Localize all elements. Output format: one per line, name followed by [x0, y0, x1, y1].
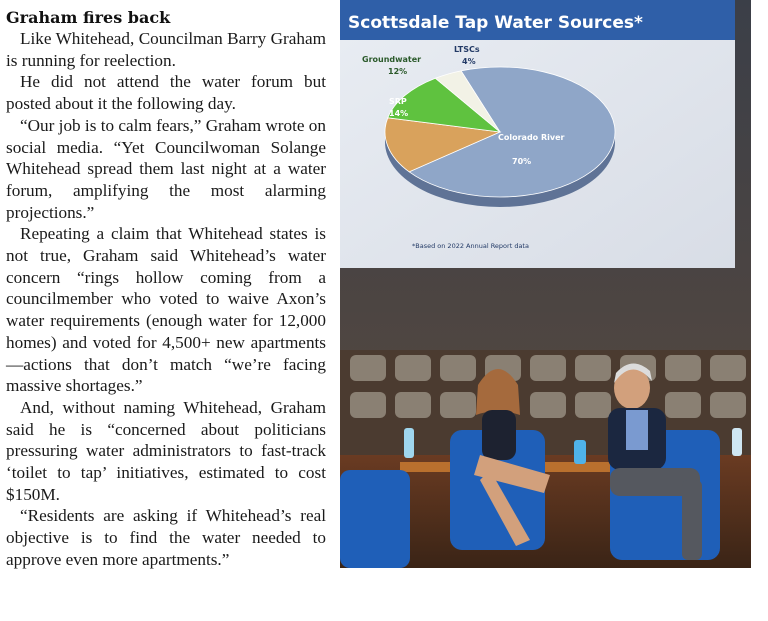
article-paragraph: Like Whitehead, Councilman Barry Graham is running for reelection. [6, 29, 326, 70]
label-groundwater-value: 12% [388, 67, 408, 76]
article-paragraph: And, without naming Whitehead, Graham said he is “concerned about politicians pressuring water administrators to fast-track ‘toilet to tap’ initiatives, estimated to cost $150M. [6, 397, 326, 504]
label-ltscs-value: 4% [462, 57, 476, 66]
water-bottle [404, 428, 414, 458]
article-paragraph: He did not attend the water forum but posted about it the following day. [6, 72, 326, 114]
slide-footnote: *Based on 2022 Annual Report data [412, 242, 529, 250]
forum-photo-illustration [340, 0, 751, 568]
forum-photo [340, 0, 751, 568]
label-colorado-name: Colorado River [498, 133, 565, 142]
article-column [6, 8, 326, 571]
label-ltscs-name: LTSCs [454, 45, 480, 54]
label-colorado-value: 70% [512, 157, 532, 166]
article-paragraph: “Residents are asking if Whitehead’s real objective is to find the water needed to approve even more apartments.” [6, 506, 326, 569]
water-bottle [732, 428, 742, 456]
label-srp-value: 14% [389, 109, 409, 118]
article-paragraph: Repeating a claim that Whitehead states is not true, Graham said Whitehead’s water concern “rings hollow coming from a councilmember who voted to waive Axon’s water requirements (enough water for 12,000 homes) and voted for 4,500+ new apartments—actions that don’t match “we’re facing massive shortages.” [6, 224, 326, 396]
label-groundwater-name: Groundwater [362, 55, 422, 64]
article-paragraph: “Our job is to calm fears,” Graham wrote on social media. “Yet Councilwoman Solange Whitehead spread them last night at a water forum, amplifying the most alarming projections.” [6, 115, 326, 222]
label-srp-name: SRP [389, 97, 407, 106]
water-bottle [574, 440, 586, 464]
article-headline: Graham fires back [6, 8, 171, 27]
slide-title: Scottsdale Tap Water Sources* [348, 13, 643, 33]
